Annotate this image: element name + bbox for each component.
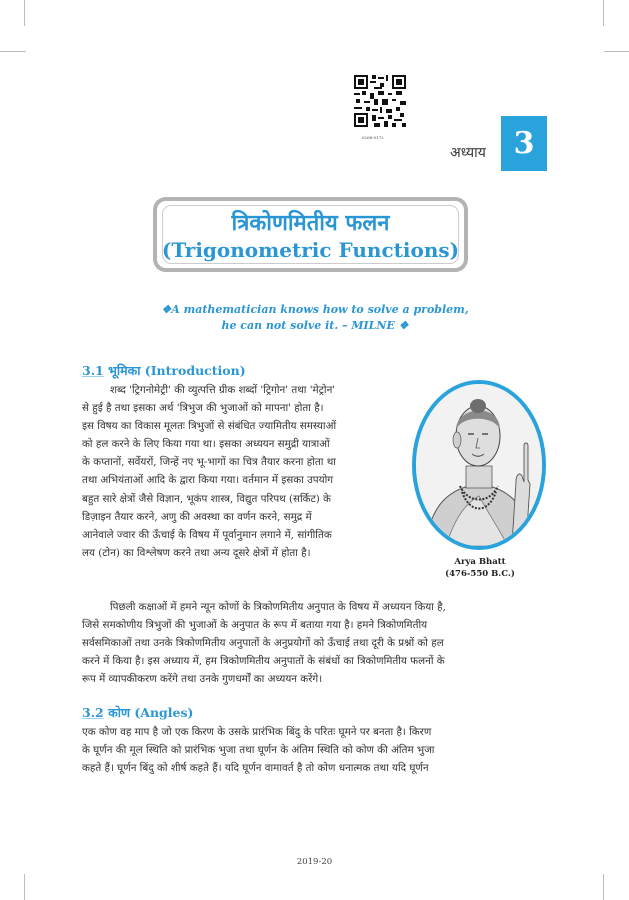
epigraph-quote [150,302,480,334]
text-line: शब्द 'ट्रिगनोमेट्री' की व्युत्पत्ति ग्रीक शब्दों 'ट्रिगोन' तथा 'मेट्रोन' [110,384,336,396]
text-line: बहुत सारे क्षेत्रों जैसे विज्ञान, भूकंप शास्त्र, विद्युत परिपथ (सर्किट) के [82,492,331,505]
crop-mark [604,51,629,52]
text-line: से हुई है तथा इसका अर्थ 'त्रिभुज की भुजाओं को मापना' होता है। [82,402,324,415]
text-line: के घूर्णन की मूल स्थिति को प्रारंभिक भुजा तथा घूर्णन के अंतिम स्थिति को कोण की अंतिम भुजा [82,744,435,757]
section-heading-introduction [82,362,246,379]
angles-paragraph [82,723,548,777]
text-line: के कप्तानों, सर्वेयरों, जिन्हें नए भू-भागों का चित्र तैयार करना होता था [82,456,336,469]
portrait-illustration [416,384,542,546]
aryabhata-portrait [412,380,546,550]
crop-mark [24,874,25,900]
text-line: आनेवाले ज्वार की ऊँचाई के विषय में पूर्वानुमान लगाने में, सांगीतिक [82,528,332,541]
text-line: इस विषय का विकास मूलतः त्रिभुजों से संबंधित ज्यामितीय समस्याओं [82,420,337,433]
chapter-number-badge [501,116,547,171]
quote-line: he can not solve it. – MILNE ❖ [221,319,409,332]
text-line: कहते हैं। घूर्णन बिंदु को शीर्ष कहते हैं। यदि घूर्णन वामावर्त है तो कोण धनात्मक तथा यदि घूर्णन [82,762,429,775]
text-line: रूप में व्यापकीकरण करेंगे तथा उनके गुणधर्मों का अध्ययन करेंगे। [82,673,323,686]
text-line: को हल करने के लिए किया गया था। इसका अध्ययन समुद्री यात्राओं [82,438,330,451]
portrait-caption [432,556,528,580]
portrait-years: (476-550 B.C.) [445,569,515,579]
chapter-title-english: (Trigonometric Functions) [161,238,460,262]
text-line: सर्वसमिकाओं तथा उनके त्रिकोणमितीय अनुपातों के अनुप्रयोगों को ऊँचाई तथा दूरी के प्रश्नों को हल [82,637,444,650]
crop-mark [24,0,25,26]
portrait-name: Arya Bhatt [454,557,506,567]
section-title: भूमिका (Introduction) [108,363,246,378]
text-line: जिसे समकोणीय त्रिभुजों की भुजाओं के अनुपात के रूप में बताया गया है। हमने त्रिकोणमितीय [82,619,428,632]
section-number: 3.1 [82,363,104,378]
text-line: तथा अभियंताओं आदि के द्वारा किया गया। वर्तमान में इसका उपयोग [82,474,334,487]
crop-mark [603,0,604,26]
crop-mark [603,874,604,900]
text-line: करने में किया है। इस अध्याय में, हम त्रिकोणमितीय अनुपातों के संबंधों का त्रिकोणमितीय फलनों के [82,655,445,668]
intro-paragraph-continued [82,598,548,688]
text-line: लय (टोन) का विश्लेषण करने तथा अन्य दूसरे क्षेत्रों में होता है। [82,546,311,559]
chapter-title-hindi: त्रिकोणमितीय फलन [231,210,390,236]
chapter-title-frame [153,197,468,272]
crop-mark [0,51,26,52]
section-number: 3.2 [82,705,104,720]
chapter-number: 3 [513,126,535,161]
qr-caption: 0268-0172 [362,135,384,140]
quote-line: ❖A mathematician knows how to solve a problem, [161,303,469,316]
text-line: पिछली कक्षाओं में हमने न्यून कोणों के त्रिकोणमितीय अनुपात के विषय में अध्ययन किया है, [110,601,446,613]
section-title: कोण (Angles) [108,705,194,720]
text-line: डिज़ाइन तैयार करने, अणु की अवस्था का वर्णन करने, समुद्र में [82,510,312,523]
section-heading-angles [82,704,193,721]
text-line: एक कोण वह माप है जो एक किरण के उसके प्रारंभिक बिंदु के परितः घूमने पर बनता है। किरण [82,726,432,738]
page-footer-year: 2019-20 [296,857,333,867]
intro-paragraph [82,381,408,562]
qr-code [354,75,406,127]
chapter-label: अध्याय [450,145,486,161]
